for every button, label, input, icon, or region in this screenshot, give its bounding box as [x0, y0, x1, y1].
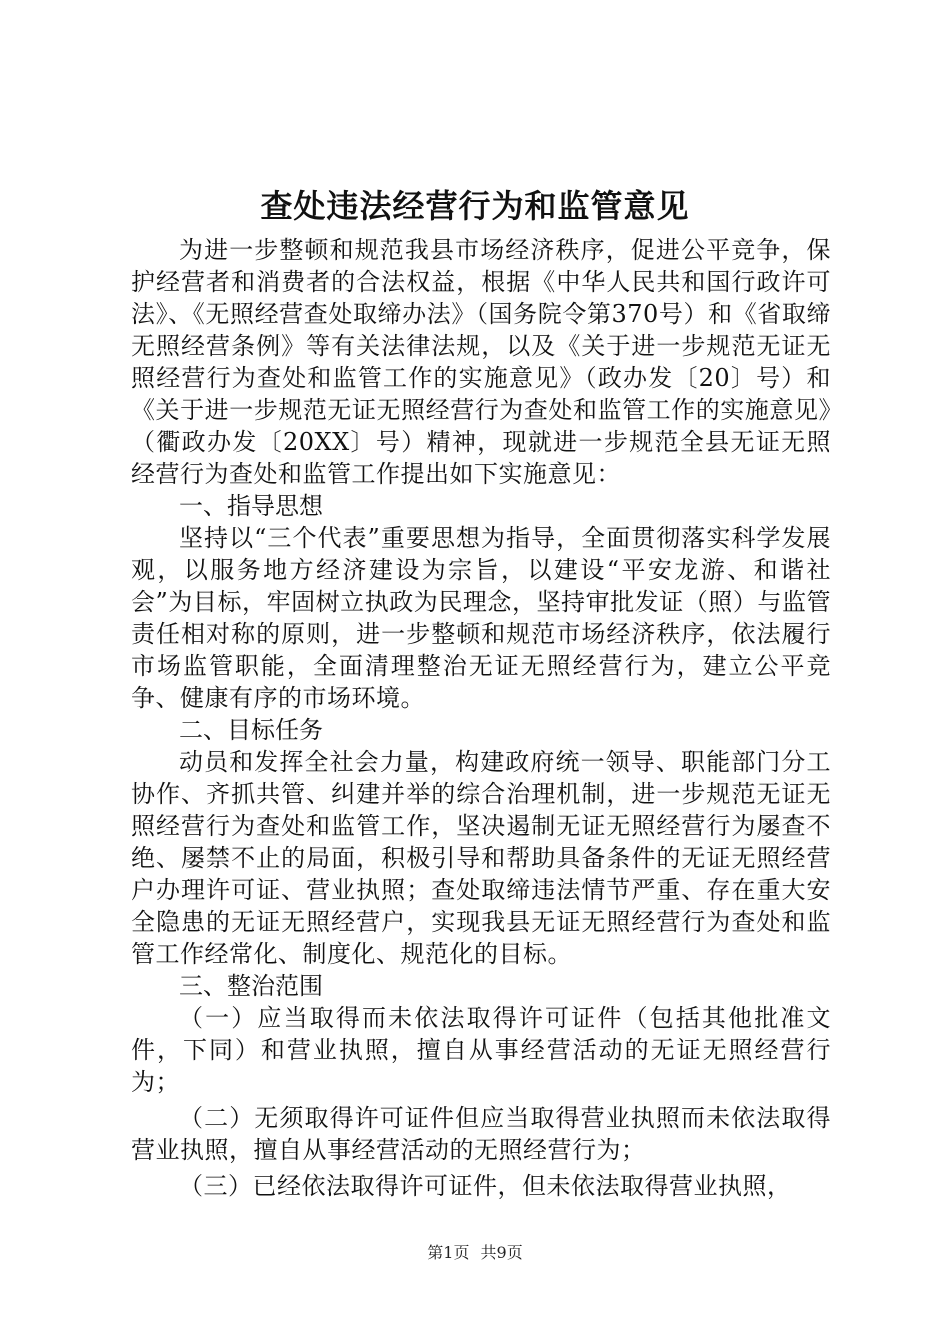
section-heading-goals: 二、目标任务 [179, 716, 323, 744]
intro-paragraph: 为进一步整顿和规范我县市场经济秩序，促进公平竞争，保护经营者和消费者的合法权益，根据《中华人民共和国行政许可法》、《无照经营查处取缔办法》（国务院令第370号）和《省取缔无照经营条例》等有关法律法规，以及《关于进一步规范无证无照经营行为查处和监管工作的实施意见》（政办发〔20〕号）和《关于进一步规范无证无照经营行为查处和监管工作的实施意见》（衢政办发〔20XX〕号）精神，现就进一步规范全县无证无照经营行为查处和监管工作提出如下实施意见： [131, 236, 831, 488]
section-paragraph-goals: 动员和发挥全社会力量，构建政府统一领导、职能部门分工协作、齐抓共管、纠建并举的综合治理机制，进一步规范无证无照经营行为查处和监管工作，坚决遏制无证无照经营行为屡查不绝、屡禁不止的局面，积极引导和帮助具备条件的无证无照经营户办理许可证、营业执照；查处取缔违法情节严重、存在重大安全隐患的无证无照经营户，实现我县无证无照经营行为查处和监管工作经常化、制度化、规范化的目标。 [131, 748, 831, 968]
document-title: 查处违法经营行为和监管意见 [260, 187, 690, 225]
page-total: 共9页 [480, 1243, 523, 1262]
section-heading-scope: 三、整治范围 [179, 972, 323, 1000]
page-footer [0, 1243, 950, 1263]
section-heading-guiding-thought: 一、指导思想 [179, 492, 323, 520]
scope-item-1: （一）应当取得而未依法取得许可证件（包括其他批准文件，下同）和营业执照，擅自从事经营活动的无证无照经营行为； [131, 1004, 831, 1096]
section-paragraph-guiding-thought: 坚持以“三个代表”重要思想为指导，全面贯彻落实科学发展观，以服务地方经济建设为宗旨，以建设“平安龙游、和谐社会”为目标，牢固树立执政为民理念，坚持审批发证（照）与监管责任相对称的原则，进一步整顿和规范市场经济秩序，依法履行市场监管职能，全面清理整治无证无照经营行为，建立公平竞争、健康有序的市场环境。 [131, 524, 831, 712]
scope-item-3: （三）已经依法取得许可证件，但未依法取得营业执照， [179, 1172, 792, 1200]
document-body [131, 234, 831, 1206]
scope-item-2: （二）无须取得许可证件但应当取得营业执照而未依法取得营业执照，擅自从事经营活动的无照经营行为； [131, 1104, 831, 1164]
page-number: 第1页 [427, 1243, 470, 1262]
